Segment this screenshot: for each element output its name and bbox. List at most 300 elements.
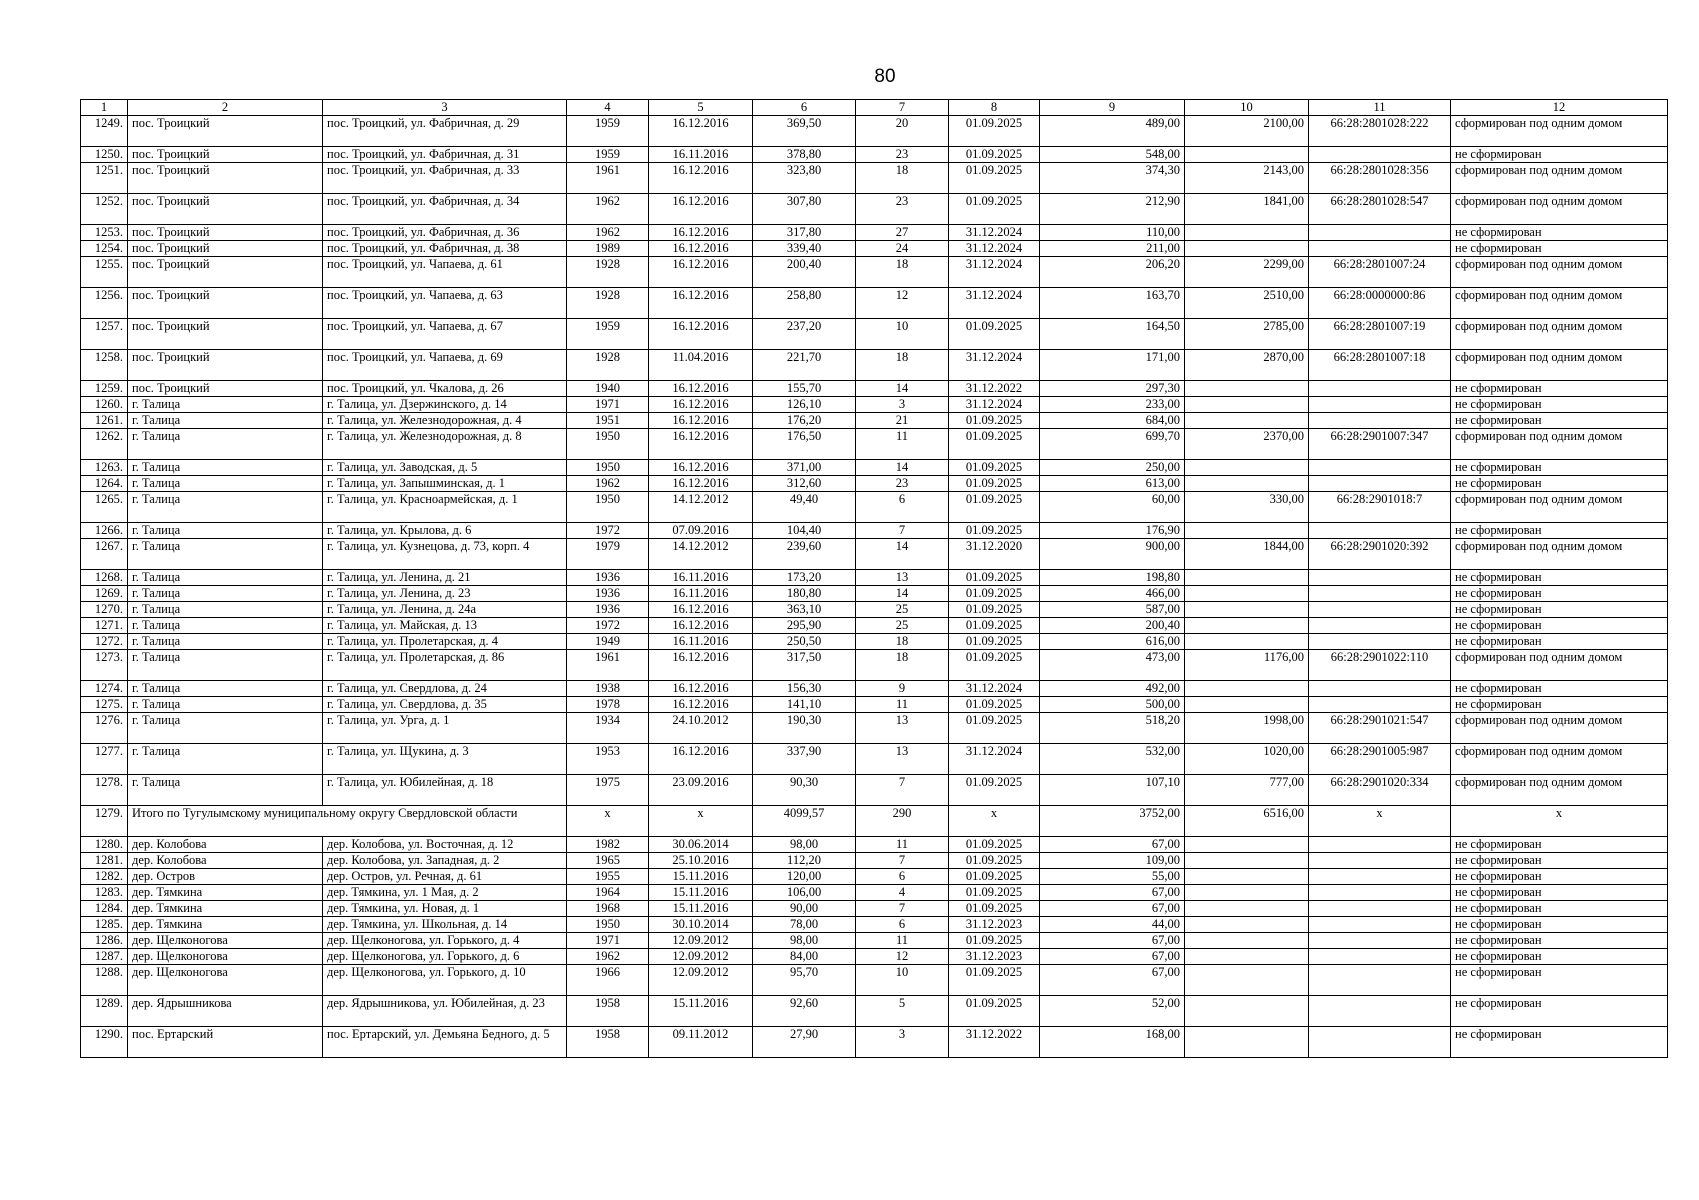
row-number-cell: 1288. xyxy=(81,965,128,996)
table-row xyxy=(81,837,1668,853)
settlement-cell: г. Талица xyxy=(128,586,323,602)
recognition-date-cell: 16.12.2016 xyxy=(649,381,753,397)
year-built-cell: 1972 xyxy=(567,618,649,634)
year-built-cell: 1936 xyxy=(567,586,649,602)
table-row xyxy=(81,241,1668,257)
deadline-cell: 31.12.2024 xyxy=(949,350,1040,381)
row-number-cell: 1287. xyxy=(81,949,128,965)
column-9-cell: 171,00 xyxy=(1040,350,1185,381)
deadline-cell: 01.09.2025 xyxy=(949,853,1040,869)
column-header: 2 xyxy=(128,100,323,116)
cadastral-number-cell: 66:28:2801007:18 xyxy=(1309,350,1451,381)
column-9-cell: 297,30 xyxy=(1040,381,1185,397)
address-cell: пос. Троицкий, ул. Чапаева, д. 69 xyxy=(323,350,567,381)
cadastral-number-cell: 66:28:2901007:347 xyxy=(1309,429,1451,460)
area-cell: 106,00 xyxy=(753,885,856,901)
row-number-cell: 1280. xyxy=(81,837,128,853)
table-row xyxy=(81,901,1668,917)
column-9-cell: 164,50 xyxy=(1040,319,1185,350)
land-status-cell: сформирован под одним домом xyxy=(1451,194,1668,225)
year-built-cell: 1965 xyxy=(567,853,649,869)
cadastral-number-cell xyxy=(1309,837,1451,853)
address-cell: дер. Колобова, ул. Западная, д. 2 xyxy=(323,853,567,869)
settlement-cell: г. Талица xyxy=(128,618,323,634)
year-built-cell: 1934 xyxy=(567,713,649,744)
cadastral-number-cell: 66:28:2801007:24 xyxy=(1309,257,1451,288)
column-9-cell: 67,00 xyxy=(1040,933,1185,949)
deadline-cell: 01.09.2025 xyxy=(949,837,1040,853)
column-9-cell: 518,20 xyxy=(1040,713,1185,744)
land-area-cell xyxy=(1185,460,1309,476)
settlement-cell: г. Талица xyxy=(128,476,323,492)
area-cell: 141,10 xyxy=(753,697,856,713)
settlement-cell: г. Талица xyxy=(128,413,323,429)
area-cell: 112,20 xyxy=(753,853,856,869)
recognition-date-cell: 14.12.2012 xyxy=(649,492,753,523)
deadline-cell: 01.09.2025 xyxy=(949,697,1040,713)
row-number-cell: 1270. xyxy=(81,602,128,618)
row-number-cell: 1260. xyxy=(81,397,128,413)
land-area-cell xyxy=(1185,949,1309,965)
deadline-cell: 01.09.2025 xyxy=(949,492,1040,523)
settlement-cell: дер. Колобова xyxy=(128,837,323,853)
column-9-cell: 211,00 xyxy=(1040,241,1185,257)
table-row xyxy=(81,350,1668,381)
address-cell: г. Талица, ул. Крылова, д. 6 xyxy=(323,523,567,539)
cadastral-number-cell xyxy=(1309,460,1451,476)
year-built-cell: 1962 xyxy=(567,949,649,965)
area-cell: 4099,57 xyxy=(753,806,856,837)
table-row xyxy=(81,618,1668,634)
cadastral-number-cell: 66:28:2901018:7 xyxy=(1309,492,1451,523)
land-area-cell xyxy=(1185,681,1309,697)
cadastral-number-cell: 66:28:2801028:222 xyxy=(1309,116,1451,147)
column-header: 6 xyxy=(753,100,856,116)
recognition-date-cell: 09.11.2012 xyxy=(649,1027,753,1058)
settlement-cell: г. Талица xyxy=(128,523,323,539)
settlement-cell: пос. Троицкий xyxy=(128,241,323,257)
deadline-cell: 31.12.2024 xyxy=(949,225,1040,241)
table-row xyxy=(81,523,1668,539)
cadastral-number-cell xyxy=(1309,853,1451,869)
area-cell: 95,70 xyxy=(753,965,856,996)
column-9-cell: 684,00 xyxy=(1040,413,1185,429)
land-status-cell: сформирован под одним домом xyxy=(1451,257,1668,288)
residents-cell: 23 xyxy=(856,476,949,492)
address-cell: пос. Троицкий, ул. Фабричная, д. 31 xyxy=(323,147,567,163)
column-9-cell: 492,00 xyxy=(1040,681,1185,697)
cadastral-number-cell: 66:28:2801028:547 xyxy=(1309,194,1451,225)
column-9-cell: 616,00 xyxy=(1040,634,1185,650)
table-row xyxy=(81,194,1668,225)
table-row xyxy=(81,476,1668,492)
table-row xyxy=(81,933,1668,949)
residents-cell: 18 xyxy=(856,257,949,288)
total-row xyxy=(81,806,1668,837)
year-built-cell: 1940 xyxy=(567,381,649,397)
land-area-cell: 2510,00 xyxy=(1185,288,1309,319)
settlement-cell: дер. Щелконогова xyxy=(128,965,323,996)
column-9-cell: 163,70 xyxy=(1040,288,1185,319)
deadline-cell: 01.09.2025 xyxy=(949,460,1040,476)
deadline-cell: 01.09.2025 xyxy=(949,476,1040,492)
row-number-cell: 1277. xyxy=(81,744,128,775)
year-built-cell: 1938 xyxy=(567,681,649,697)
settlement-cell: дер. Тямкина xyxy=(128,917,323,933)
address-cell: дер. Щелконогова, ул. Горького, д. 10 xyxy=(323,965,567,996)
land-area-cell xyxy=(1185,901,1309,917)
row-number-cell: 1267. xyxy=(81,539,128,570)
land-status-cell: не сформирован xyxy=(1451,570,1668,586)
year-built-cell: 1949 xyxy=(567,634,649,650)
table-row xyxy=(81,996,1668,1027)
table-row xyxy=(81,570,1668,586)
residents-cell: 7 xyxy=(856,853,949,869)
area-cell: 221,70 xyxy=(753,350,856,381)
address-cell: г. Талица, ул. Ленина, д. 24а xyxy=(323,602,567,618)
residents-cell: 18 xyxy=(856,350,949,381)
recognition-date-cell: 23.09.2016 xyxy=(649,775,753,806)
recognition-date-cell: 16.12.2016 xyxy=(649,116,753,147)
address-cell: дер. Тямкина, ул. Новая, д. 1 xyxy=(323,901,567,917)
row-number-cell: 1272. xyxy=(81,634,128,650)
table-row xyxy=(81,539,1668,570)
area-cell: 371,00 xyxy=(753,460,856,476)
address-cell: г. Талица, ул. Пролетарская, д. 86 xyxy=(323,650,567,681)
year-built-cell: 1928 xyxy=(567,288,649,319)
column-9-cell: 109,00 xyxy=(1040,853,1185,869)
settlement-cell: дер. Щелконогова xyxy=(128,933,323,949)
area-cell: 307,80 xyxy=(753,194,856,225)
column-9-cell: 3752,00 xyxy=(1040,806,1185,837)
land-status-cell: не сформирован xyxy=(1451,837,1668,853)
settlement-cell: г. Талица xyxy=(128,397,323,413)
row-number-cell: 1290. xyxy=(81,1027,128,1058)
recognition-date-cell: 14.12.2012 xyxy=(649,539,753,570)
land-area-cell xyxy=(1185,618,1309,634)
address-cell: г. Талица, ул. Красноармейская, д. 1 xyxy=(323,492,567,523)
settlement-cell: дер. Тямкина xyxy=(128,901,323,917)
land-status-cell: не сформирован xyxy=(1451,949,1668,965)
area-cell: 156,30 xyxy=(753,681,856,697)
land-status-cell: не сформирован xyxy=(1451,618,1668,634)
settlement-cell: дер. Колобова xyxy=(128,853,323,869)
settlement-cell: пос. Троицкий xyxy=(128,319,323,350)
year-built-cell: 1959 xyxy=(567,116,649,147)
table-row xyxy=(81,381,1668,397)
row-number-cell: 1266. xyxy=(81,523,128,539)
land-status-cell: сформирован под одним домом xyxy=(1451,429,1668,460)
row-number-cell: 1268. xyxy=(81,570,128,586)
row-number-cell: 1259. xyxy=(81,381,128,397)
table-row xyxy=(81,257,1668,288)
column-9-cell: 548,00 xyxy=(1040,147,1185,163)
cadastral-number-cell xyxy=(1309,885,1451,901)
column-9-cell: 198,80 xyxy=(1040,570,1185,586)
deadline-cell: 31.12.2022 xyxy=(949,381,1040,397)
column-9-cell: 206,20 xyxy=(1040,257,1185,288)
year-built-cell: 1958 xyxy=(567,1027,649,1058)
deadline-cell: 01.09.2025 xyxy=(949,634,1040,650)
land-status-cell: не сформирован xyxy=(1451,681,1668,697)
area-cell: 312,60 xyxy=(753,476,856,492)
area-cell: 78,00 xyxy=(753,917,856,933)
land-status-cell: сформирован под одним домом xyxy=(1451,539,1668,570)
year-built-cell: 1950 xyxy=(567,917,649,933)
settlement-cell: г. Талица xyxy=(128,570,323,586)
area-cell: 317,80 xyxy=(753,225,856,241)
table-row xyxy=(81,225,1668,241)
row-number-cell: 1265. xyxy=(81,492,128,523)
area-cell: 190,30 xyxy=(753,713,856,744)
area-cell: 126,10 xyxy=(753,397,856,413)
table-row xyxy=(81,319,1668,350)
area-cell: 49,40 xyxy=(753,492,856,523)
column-header: 10 xyxy=(1185,100,1309,116)
deadline-cell: 31.12.2023 xyxy=(949,949,1040,965)
settlement-cell: г. Талица xyxy=(128,775,323,806)
table-row xyxy=(81,681,1668,697)
row-number-cell: 1262. xyxy=(81,429,128,460)
recognition-date-cell: 16.12.2016 xyxy=(649,429,753,460)
year-built-cell: 1975 xyxy=(567,775,649,806)
land-status-cell: x xyxy=(1451,806,1668,837)
deadline-cell: 01.09.2025 xyxy=(949,319,1040,350)
year-built-cell: 1962 xyxy=(567,476,649,492)
column-9-cell: 699,70 xyxy=(1040,429,1185,460)
recognition-date-cell: 16.12.2016 xyxy=(649,650,753,681)
cadastral-number-cell xyxy=(1309,697,1451,713)
land-area-cell xyxy=(1185,570,1309,586)
address-cell: г. Талица, ул. Ленина, д. 23 xyxy=(323,586,567,602)
residents-cell: 27 xyxy=(856,225,949,241)
cadastral-number-cell xyxy=(1309,381,1451,397)
cadastral-number-cell: x xyxy=(1309,806,1451,837)
residents-cell: 10 xyxy=(856,319,949,350)
deadline-cell: 01.09.2025 xyxy=(949,586,1040,602)
cadastral-number-cell xyxy=(1309,225,1451,241)
cadastral-number-cell: 66:28:0000000:86 xyxy=(1309,288,1451,319)
column-9-cell: 67,00 xyxy=(1040,965,1185,996)
column-9-cell: 67,00 xyxy=(1040,885,1185,901)
year-built-cell: 1961 xyxy=(567,650,649,681)
deadline-cell: 31.12.2023 xyxy=(949,917,1040,933)
recognition-date-cell: 16.12.2016 xyxy=(649,257,753,288)
column-9-cell: 67,00 xyxy=(1040,949,1185,965)
land-area-cell xyxy=(1185,147,1309,163)
deadline-cell: 01.09.2025 xyxy=(949,602,1040,618)
deadline-cell: 01.09.2025 xyxy=(949,965,1040,996)
residents-cell: 13 xyxy=(856,570,949,586)
row-number-cell: 1275. xyxy=(81,697,128,713)
cadastral-number-cell xyxy=(1309,618,1451,634)
residents-cell: 13 xyxy=(856,744,949,775)
year-built-cell: 1961 xyxy=(567,163,649,194)
land-area-cell xyxy=(1185,853,1309,869)
row-number-cell: 1269. xyxy=(81,586,128,602)
deadline-cell: 01.09.2025 xyxy=(949,116,1040,147)
land-status-cell: не сформирован xyxy=(1451,996,1668,1027)
settlement-cell: г. Талица xyxy=(128,492,323,523)
land-status-cell: не сформирован xyxy=(1451,853,1668,869)
deadline-cell: 31.12.2024 xyxy=(949,288,1040,319)
residents-cell: 11 xyxy=(856,429,949,460)
land-area-cell: 1844,00 xyxy=(1185,539,1309,570)
column-9-cell: 67,00 xyxy=(1040,901,1185,917)
year-built-cell: x xyxy=(567,806,649,837)
area-cell: 155,70 xyxy=(753,381,856,397)
recognition-date-cell: 25.10.2016 xyxy=(649,853,753,869)
land-status-cell: не сформирован xyxy=(1451,147,1668,163)
row-number-cell: 1281. xyxy=(81,853,128,869)
land-area-cell xyxy=(1185,965,1309,996)
row-number-cell: 1255. xyxy=(81,257,128,288)
row-number-cell: 1271. xyxy=(81,618,128,634)
year-built-cell: 1959 xyxy=(567,147,649,163)
cadastral-number-cell xyxy=(1309,933,1451,949)
recognition-date-cell: 16.12.2016 xyxy=(649,413,753,429)
land-area-cell: 2785,00 xyxy=(1185,319,1309,350)
year-built-cell: 1964 xyxy=(567,885,649,901)
settlement-cell: пос. Троицкий xyxy=(128,116,323,147)
residents-cell: 10 xyxy=(856,965,949,996)
row-number-cell: 1253. xyxy=(81,225,128,241)
year-built-cell: 1958 xyxy=(567,996,649,1027)
row-number-cell: 1279. xyxy=(81,806,128,837)
land-area-cell xyxy=(1185,917,1309,933)
settlement-cell: пос. Троицкий xyxy=(128,350,323,381)
recognition-date-cell: 15.11.2016 xyxy=(649,901,753,917)
land-area-cell: 2370,00 xyxy=(1185,429,1309,460)
area-cell: 337,90 xyxy=(753,744,856,775)
address-cell: г. Талица, ул. Свердлова, д. 35 xyxy=(323,697,567,713)
recognition-date-cell: 16.12.2016 xyxy=(649,618,753,634)
address-cell: дер. Остров, ул. Речная, д. 61 xyxy=(323,869,567,885)
table-row xyxy=(81,650,1668,681)
year-built-cell: 1971 xyxy=(567,933,649,949)
land-area-cell xyxy=(1185,523,1309,539)
land-status-cell: не сформирован xyxy=(1451,933,1668,949)
address-cell: г. Талица, ул. Юбилейная, д. 18 xyxy=(323,775,567,806)
year-built-cell: 1971 xyxy=(567,397,649,413)
column-header: 3 xyxy=(323,100,567,116)
recognition-date-cell: 16.12.2016 xyxy=(649,194,753,225)
address-cell: г. Талица, ул. Щукина, д. 3 xyxy=(323,744,567,775)
housing-register-table xyxy=(80,99,1668,1058)
column-9-cell: 233,00 xyxy=(1040,397,1185,413)
deadline-cell: 01.09.2025 xyxy=(949,523,1040,539)
row-number-cell: 1276. xyxy=(81,713,128,744)
land-status-cell: сформирован под одним домом xyxy=(1451,492,1668,523)
residents-cell: 24 xyxy=(856,241,949,257)
year-built-cell: 1950 xyxy=(567,460,649,476)
address-cell: дер. Щелконогова, ул. Горького, д. 6 xyxy=(323,949,567,965)
row-number-cell: 1256. xyxy=(81,288,128,319)
land-area-cell xyxy=(1185,837,1309,853)
table-row xyxy=(81,917,1668,933)
land-status-cell: не сформирован xyxy=(1451,523,1668,539)
land-status-cell: не сформирован xyxy=(1451,1027,1668,1058)
deadline-cell: 01.09.2025 xyxy=(949,570,1040,586)
recognition-date-cell: 12.09.2012 xyxy=(649,949,753,965)
settlement-cell: г. Талица xyxy=(128,602,323,618)
recognition-date-cell: 16.11.2016 xyxy=(649,586,753,602)
table-row xyxy=(81,713,1668,744)
residents-cell: 25 xyxy=(856,602,949,618)
deadline-cell: 31.12.2024 xyxy=(949,257,1040,288)
land-status-cell: не сформирован xyxy=(1451,917,1668,933)
land-area-cell xyxy=(1185,634,1309,650)
cadastral-number-cell xyxy=(1309,996,1451,1027)
row-number-cell: 1278. xyxy=(81,775,128,806)
address-cell: дер. Тямкина, ул. 1 Мая, д. 2 xyxy=(323,885,567,901)
address-cell: дер. Тямкина, ул. Школьная, д. 14 xyxy=(323,917,567,933)
residents-cell: 21 xyxy=(856,413,949,429)
residents-cell: 18 xyxy=(856,650,949,681)
table-row xyxy=(81,397,1668,413)
residents-cell: 12 xyxy=(856,288,949,319)
address-cell: г. Талица, ул. Пролетарская, д. 4 xyxy=(323,634,567,650)
area-cell: 84,00 xyxy=(753,949,856,965)
land-area-cell xyxy=(1185,413,1309,429)
recognition-date-cell: 16.12.2016 xyxy=(649,163,753,194)
address-cell: г. Талица, ул. Заводская, д. 5 xyxy=(323,460,567,476)
deadline-cell: 01.09.2025 xyxy=(949,147,1040,163)
area-cell: 250,50 xyxy=(753,634,856,650)
land-area-cell: 2299,00 xyxy=(1185,257,1309,288)
settlement-cell: г. Талица xyxy=(128,697,323,713)
settlement-cell: дер. Тямкина xyxy=(128,885,323,901)
column-9-cell: 67,00 xyxy=(1040,837,1185,853)
row-number-cell: 1282. xyxy=(81,869,128,885)
land-status-cell: сформирован под одним домом xyxy=(1451,713,1668,744)
area-cell: 27,90 xyxy=(753,1027,856,1058)
column-number-row xyxy=(81,100,1668,116)
settlement-cell: дер. Щелконогова xyxy=(128,949,323,965)
table-row xyxy=(81,885,1668,901)
land-status-cell: не сформирован xyxy=(1451,965,1668,996)
residents-cell: 14 xyxy=(856,381,949,397)
cadastral-number-cell xyxy=(1309,917,1451,933)
settlement-cell: г. Талица xyxy=(128,650,323,681)
year-built-cell: 1950 xyxy=(567,429,649,460)
recognition-date-cell: 16.11.2016 xyxy=(649,147,753,163)
address-cell: пос. Троицкий, ул. Фабричная, д. 29 xyxy=(323,116,567,147)
cadastral-number-cell xyxy=(1309,869,1451,885)
residents-cell: 14 xyxy=(856,460,949,476)
residents-cell: 23 xyxy=(856,194,949,225)
residents-cell: 3 xyxy=(856,1027,949,1058)
address-cell: г. Талица, ул. Свердлова, д. 24 xyxy=(323,681,567,697)
land-area-cell xyxy=(1185,397,1309,413)
land-area-cell: 1841,00 xyxy=(1185,194,1309,225)
row-number-cell: 1263. xyxy=(81,460,128,476)
residents-cell: 290 xyxy=(856,806,949,837)
land-status-cell: сформирован под одним домом xyxy=(1451,116,1668,147)
residents-cell: 14 xyxy=(856,539,949,570)
cadastral-number-cell xyxy=(1309,523,1451,539)
land-area-cell xyxy=(1185,933,1309,949)
land-area-cell xyxy=(1185,1027,1309,1058)
table-row xyxy=(81,460,1668,476)
deadline-cell: 01.09.2025 xyxy=(949,869,1040,885)
row-number-cell: 1284. xyxy=(81,901,128,917)
cadastral-number-cell xyxy=(1309,634,1451,650)
recognition-date-cell: 16.12.2016 xyxy=(649,397,753,413)
settlement-cell: пос. Троицкий xyxy=(128,288,323,319)
land-area-cell: 1998,00 xyxy=(1185,713,1309,744)
residents-cell: 18 xyxy=(856,634,949,650)
